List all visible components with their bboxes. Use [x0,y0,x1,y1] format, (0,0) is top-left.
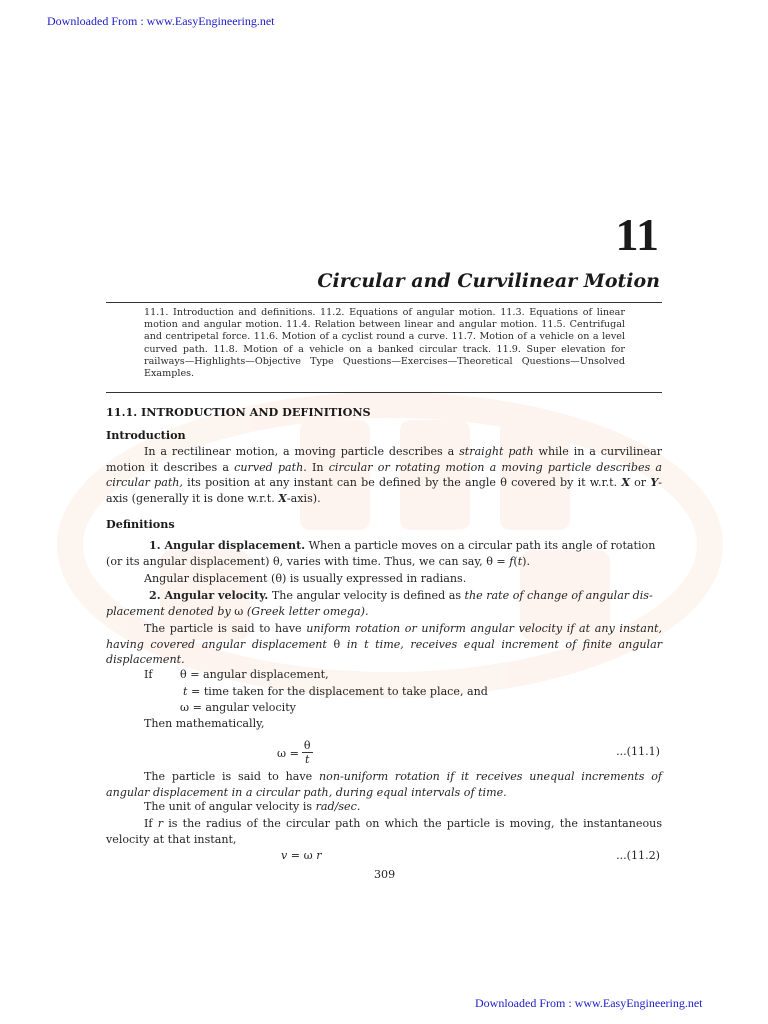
subheading-definitions: Definitions [106,517,175,531]
equation-11-2-label: ...(11.2) [616,849,660,862]
angular-velocity-unit-line: The unit of angular velocity is rad/sec. [144,800,361,813]
equation-11-1 [277,739,313,767]
variable-definition-t: t = time taken for the displacement to take place, and [183,685,488,698]
definition-angular-velocity-line-2: placement denoted by ω (Greek letter omega). [106,605,369,618]
contents-top-rule [106,302,662,303]
contents-bottom-rule [106,392,662,393]
page-number: 309 [374,868,396,881]
then-mathematically-text: Then mathematically, [144,717,265,730]
angular-displacement-note: Angular displacement (θ) is usually expressed in radians. [144,572,467,585]
chapter-contents: 11.1. Introduction and definitions. 11.2. Equations of angular motion. 11.3. Equations of linear motion and angular motion. 11.4. Relation between linear and angular motion. 11.5. Centrifugal and centripetal force. 11.6. Motion of a cyclist round a curve. 11.7. Motion of a vehicle on a level curved path. 11.8. Motion of a vehicle on a banked circular track. 11.9. Super elevation for railways—Highlights—Objective Type Questions—Exercises—Theoretical Questions—Unsolved Examples. [144,307,625,380]
uniform-rotation-paragraph: The particle is said to have uniform rotation or uniform angular velocity if at any instant, having covered angular displacement θ in t time, receives equal increment of finite angular displacement. [106,622,663,667]
subheading-introduction: Introduction [106,428,186,442]
equation-11-1-denominator: t [304,753,310,766]
variable-definition-theta: θ = angular displacement, [180,668,329,681]
chapter-number: 11 [615,209,659,260]
variable-definition-omega: ω = angular velocity [180,701,296,714]
intro-paragraph: In a rectilinear motion, a moving particle describes a straight path while in a curvilinear motion it describes a curved path. In circular or rotating motion a moving particle describes a circular path, its position at any instant can be defined by the angle θ covered by it w.r.t. X or Y-axis (generally it is done w.r.t. X-axis). [106,445,662,506]
download-source-link-top[interactable]: Downloaded From : www.EasyEngineering.net [47,14,275,28]
definition-angular-velocity-line-1: 2. Angular velocity. The angular velocity is defined as the rate of change of angular dis- [149,589,653,602]
equation-11-2: v = ω r [281,849,322,862]
equation-11-1-numerator: θ [303,739,311,752]
section-heading: 11.1. INTRODUCTION AND DEFINITIONS [106,405,371,419]
download-source-link-bottom[interactable]: Downloaded From : www.EasyEngineering.net [475,996,703,1010]
equation-11-1-lhs: ω = [277,746,299,760]
equation-11-1-label: ...(11.1) [616,745,660,758]
chapter-title: Circular and Curvilinear Motion [317,270,660,292]
definition-angular-displacement-line-1: 1. Angular displacement. When a particle moves on a circular path its angle of rotation [149,539,656,552]
equation-11-1-fraction [302,739,313,767]
if-label: If [144,668,153,681]
instantaneous-velocity-paragraph: If r is the radius of the circular path on which the particle is moving, the instantaneous velocity at that instant, [106,817,663,846]
definition-angular-displacement-line-2: (or its angular displacement) θ, varies with time. Thus, we can say, θ = f(t). [106,555,531,568]
non-uniform-rotation-paragraph: The particle is said to have non-uniform rotation if it receives unequal increments of angular displacement in a circular path, during equal intervals of time. [106,770,662,799]
